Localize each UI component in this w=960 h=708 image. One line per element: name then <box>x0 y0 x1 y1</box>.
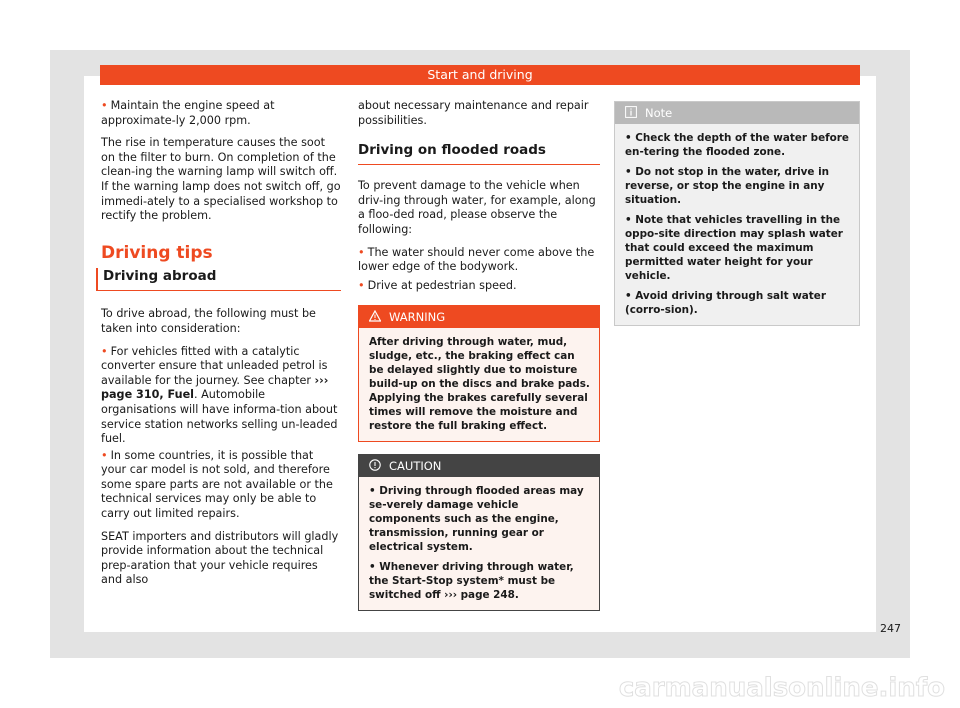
page-link[interactable]: ››› page 310, Fuel <box>101 373 329 402</box>
caution-body <box>359 477 599 610</box>
list-item: • Drive at pedestrian speed. <box>358 278 517 292</box>
note-body <box>615 124 859 325</box>
column-right <box>614 101 860 326</box>
column-left <box>101 99 341 596</box>
page-link[interactable]: ››› page 248. <box>444 589 519 602</box>
watermark-text: carmanualsonline.info <box>618 673 945 702</box>
paragraph: To drive abroad, the following must be taken into consideration: <box>101 307 316 335</box>
paragraph: about necessary maintenance and repair possibilities. <box>358 99 589 127</box>
list-item: • Driving through flooded areas may se-verely damage vehicle components such as the engine, transmission, running gear or electrical system. <box>369 485 584 554</box>
list-item: • The water should never come above the lower edge of the bodywork. <box>358 245 595 274</box>
warning-box <box>358 305 600 442</box>
watermark <box>560 672 950 702</box>
info-icon <box>625 103 637 115</box>
list-item: • Note that vehicles travelling in the oppo-site direction may splash water that could exceed the maximum permitted water height for your vehicle. <box>625 214 843 282</box>
bullet-icon: • <box>101 99 108 112</box>
bullet-icon: • <box>358 245 365 259</box>
bullet-icon: • <box>358 278 365 292</box>
paragraph: SEAT importers and distributors will gladly provide information about the technical prep-aration that your vehicle requires and also <box>101 529 339 587</box>
list-item: • Do not stop in the water, drive in reverse, or stop the engine in any situation. <box>625 166 830 206</box>
list-item: • Maintain the engine speed at approximate-ly 2,000 rpm. <box>101 99 275 127</box>
warning-text: After driving through water, mud, sludge, etc., the braking effect can be delayed slightly due to moisture build-up on the discs and brake pads. Applying the brakes carefully several times will remove the moisture and restore the full braking effect. <box>359 328 599 441</box>
caution-box <box>358 454 600 611</box>
note-header: Note <box>615 102 859 124</box>
list-item: • Whenever driving through water, the Start-Stop system* must be switched off ››› page 248. <box>369 561 574 602</box>
subsection-title: Driving on flooded roads <box>358 142 600 165</box>
section-title: Driving tips <box>101 242 213 263</box>
caution-header: CAUTION <box>359 455 599 477</box>
subsection-title: Driving abroad <box>96 268 341 291</box>
warning-triangle-icon <box>369 307 381 319</box>
page-number: 247 <box>880 622 901 635</box>
list-item: • Check the depth of the water before en-tering the flooded zone. <box>625 132 849 158</box>
list-item: • In some countries, it is possible that your car model is not sold, and therefore some spare parts are not available or the technical services may only be able to carry out limited repairs. <box>101 448 333 521</box>
note-box <box>614 101 860 326</box>
chapter-header: Start and driving <box>100 65 860 85</box>
bullet-icon: • <box>101 344 108 358</box>
warning-header: WARNING <box>359 306 599 328</box>
paragraph: The rise in temperature causes the soot on the filter to burn. On completion of the clean-ing the warning lamp will switch off. If the warning lamp does not switch off, go immedi-ately to a specialised workshop to rectify the problem. <box>101 136 341 223</box>
paragraph: To prevent damage to the vehicle when driv-ing through water, for example, along a floo-ded road, please observe the following: <box>358 179 596 236</box>
list-item: • Avoid driving through salt water (corro-sion). <box>625 290 826 316</box>
list-item: • For vehicles fitted with a catalytic converter ensure that unleaded petrol is available for the journey. See chapter ››› page 310, Fuel. Automobile organisations will have informa-tion about service station networks selling un-leaded fuel. <box>101 344 338 446</box>
caution-circle-icon <box>369 456 381 468</box>
bullet-icon: • <box>101 448 108 462</box>
column-middle <box>358 99 600 623</box>
